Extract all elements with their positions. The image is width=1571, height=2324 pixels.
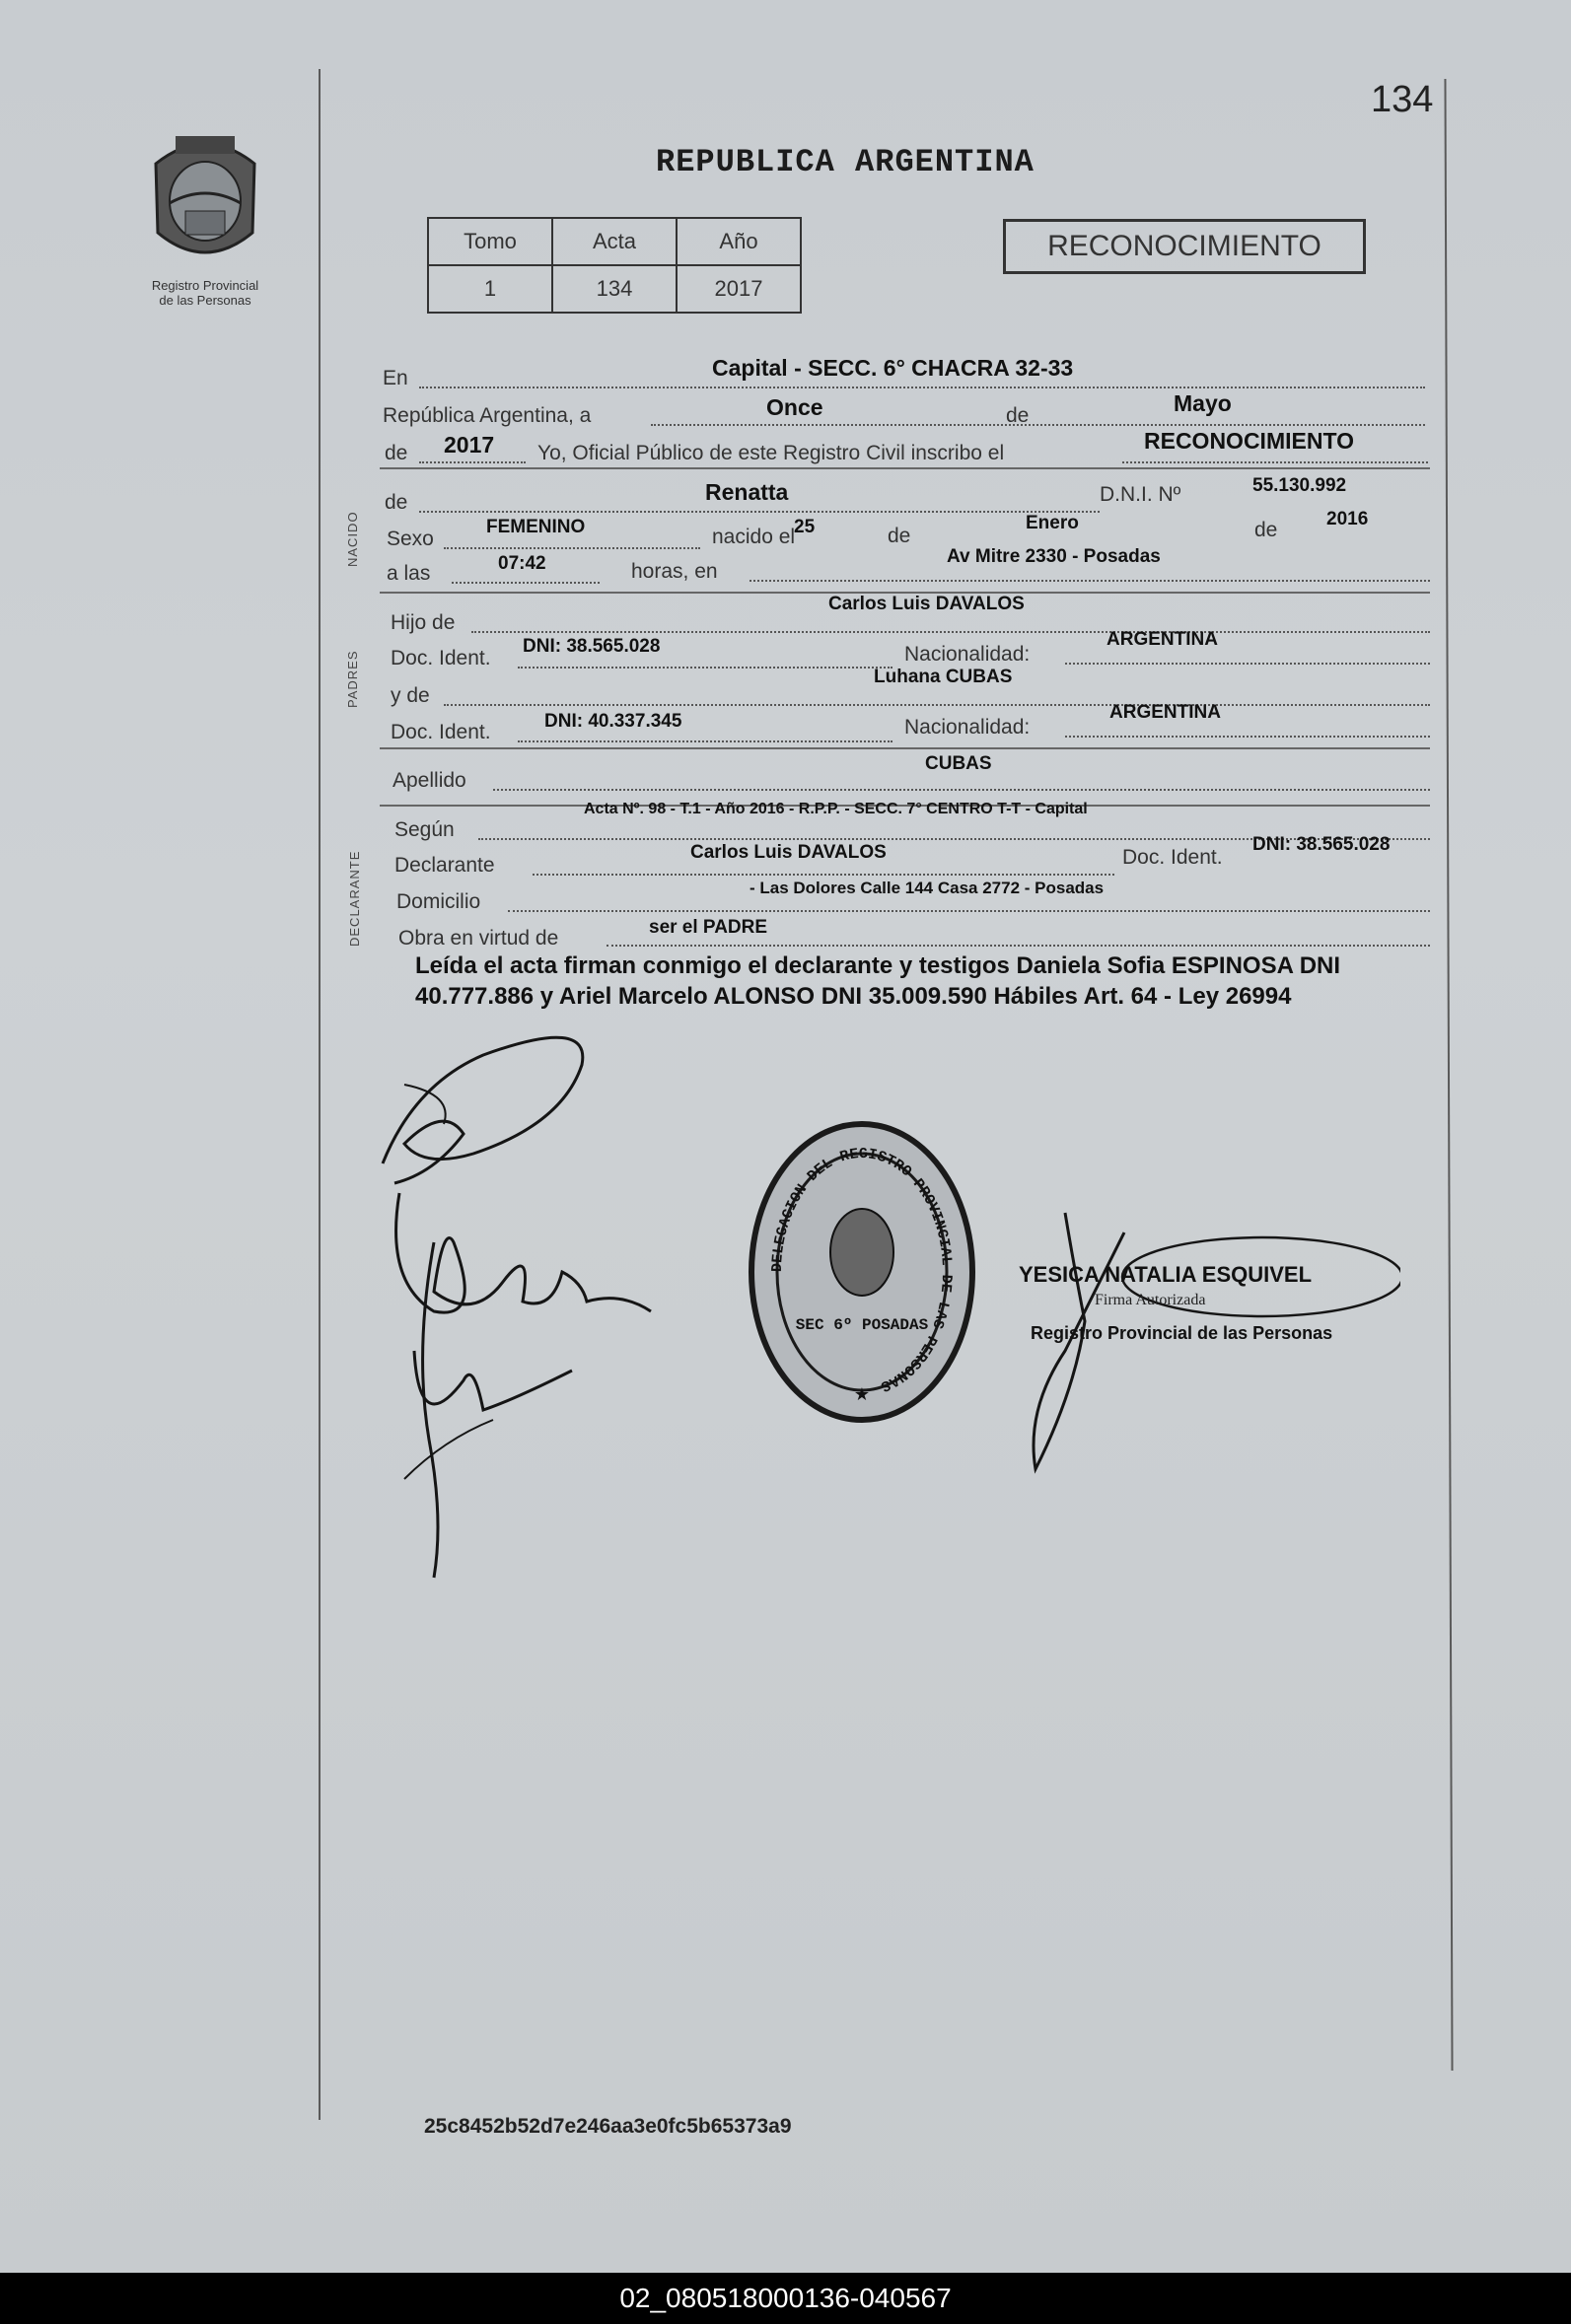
- domicilio-value: - Las Dolores Calle 144 Casa 2772 - Posadas: [750, 879, 1105, 897]
- dotted-line: [518, 667, 893, 669]
- location-value: Capital - SECC. 6° CHACRA 32-33: [712, 355, 1074, 381]
- horas-label: horas, en: [631, 560, 718, 583]
- doc-label-2: Doc. Ident.: [391, 721, 491, 743]
- declarante-doc: DNI: 38.565.028: [1252, 834, 1391, 855]
- value-tomo: 1: [428, 265, 552, 313]
- header-acta: Acta: [552, 218, 677, 265]
- registry-caption-line2: de las Personas: [159, 293, 251, 308]
- dotted-line: [419, 387, 1425, 388]
- obra-label: Obra en virtud de: [398, 927, 559, 950]
- birth-time: 07:42: [498, 553, 546, 574]
- dotted-line: [1122, 461, 1428, 463]
- sexo-label: Sexo: [387, 528, 434, 550]
- registry-seal-stamp: [742, 1114, 983, 1430]
- obra-value: ser el PADRE: [649, 917, 768, 938]
- registry-caption: [116, 278, 294, 308]
- dotted-line: [419, 511, 1100, 513]
- dotted-line: [607, 945, 1430, 947]
- closing-statement: Leída el acta firman conmigo el declarante y testigos Daniela Sofia ESPINOSA DNI 40.777.886 y Ariel Marcelo ALONSO DNI 35.009.590 Hábiles Art. 64 - Ley 26994: [415, 952, 1341, 1010]
- child-name: Renatta: [705, 479, 789, 505]
- doc-label: Doc. Ident.: [391, 647, 491, 669]
- record-table: [427, 217, 802, 314]
- witness-signatures: [375, 1025, 700, 1607]
- header-tomo: Tomo: [428, 218, 552, 265]
- dni-label: D.N.I. Nº: [1100, 483, 1181, 506]
- declarante-section-label: DECLARANTE: [347, 850, 362, 947]
- coat-of-arms-icon: [136, 124, 274, 272]
- nacido-section-label: NACIDO: [345, 511, 360, 567]
- section-divider: [380, 747, 1430, 749]
- father-doc: DNI: 38.565.028: [523, 636, 661, 657]
- segun-value: Acta Nº. 98 - T.1 - Año 2016 - R.P.P. - SECC. 7° CENTRO T-T - Capital: [584, 801, 1088, 817]
- value-anio: 2017: [677, 265, 801, 313]
- dotted-line: [444, 547, 700, 549]
- dotted-line: [1065, 736, 1430, 738]
- alas-label: a las: [387, 562, 431, 585]
- official-office: Registro Provincial de las Personas: [1031, 1323, 1333, 1343]
- de-label: de: [1006, 404, 1030, 427]
- official-name: YESICA NATALIA ESQUIVEL: [1019, 1262, 1313, 1287]
- de2-label: de: [385, 442, 408, 464]
- declarante-label: Declarante: [394, 854, 495, 877]
- dotted-line: [419, 461, 526, 463]
- dotted-line: [533, 874, 1114, 876]
- record-table-header-row: [428, 218, 801, 265]
- value-acta: 134: [552, 265, 677, 313]
- act-value: RECONOCIMIENTO: [1144, 428, 1354, 454]
- mother-doc: DNI: 40.337.345: [544, 711, 682, 732]
- dotted-line: [444, 704, 1430, 706]
- apellido-value: CUBAS: [925, 753, 992, 774]
- official-role: Firma Autorizada: [1095, 1292, 1206, 1308]
- nacionalidad-label-2: Nacionalidad:: [904, 716, 1031, 739]
- seal-text: DELEGACION DEL REGISTRO PROVINCIAL DE LAS PERSONAS: [768, 1145, 956, 1395]
- dotted-line: [1065, 663, 1430, 665]
- dotted-line: [750, 580, 1430, 582]
- month-value: Mayo: [1174, 390, 1232, 416]
- dotted-line: [651, 424, 1425, 426]
- sexo-value: FEMENINO: [486, 517, 586, 537]
- en-label: En: [383, 367, 408, 389]
- footer-id: 02_080518000136-040567: [0, 2273, 1571, 2324]
- record-table-value-row: [428, 265, 801, 313]
- seal-inner-text: SEC 6º POSADAS: [795, 1316, 929, 1334]
- header-anio: Año: [677, 218, 801, 265]
- birth-place: Av Mitre 2330 - Posadas: [947, 546, 1161, 567]
- registry-caption-line1: Registro Provincial: [151, 278, 259, 293]
- de-label: de: [385, 491, 408, 514]
- mother-nationality: ARGENTINA: [1109, 702, 1221, 723]
- declarante-name: Carlos Luis DAVALOS: [690, 842, 887, 863]
- section-divider: [380, 467, 1430, 469]
- nacionalidad-label: Nacionalidad:: [904, 643, 1031, 666]
- document-hash: 25c8452b52d7e246aa3e0fc5b65373a9: [424, 2115, 792, 2138]
- birth-month: Enero: [1026, 513, 1079, 533]
- hijo-label: Hijo de: [391, 611, 456, 634]
- mother-name: Luhana CUBAS: [874, 667, 1013, 687]
- right-margin-line: [1444, 79, 1453, 2071]
- child-dni: 55.130.992: [1252, 475, 1347, 496]
- de-label-2: de: [888, 525, 911, 547]
- dotted-line: [452, 582, 600, 584]
- padres-section-label: PADRES: [345, 650, 360, 708]
- republica-label: República Argentina, a: [383, 404, 592, 427]
- birth-year: 2016: [1326, 509, 1369, 529]
- dotted-line: [508, 910, 1430, 912]
- father-nationality: ARGENTINA: [1107, 629, 1218, 650]
- dotted-line: [493, 789, 1430, 791]
- day-value: Once: [766, 394, 823, 420]
- dotted-line: [518, 740, 893, 742]
- document-title: REPUBLICA ARGENTINA: [656, 144, 1035, 180]
- page-number: 134: [1371, 79, 1434, 120]
- official-text: Yo, Oficial Público de este Registro Civil inscribo el: [537, 442, 1005, 464]
- de-label-3: de: [1254, 519, 1278, 541]
- domicilio-label: Domicilio: [396, 890, 481, 913]
- segun-label: Según: [394, 818, 455, 841]
- year-value: 2017: [444, 432, 495, 458]
- apellido-label: Apellido: [393, 769, 466, 792]
- declarante-doc-label: Doc. Ident.: [1122, 846, 1223, 869]
- left-margin-line: [319, 69, 321, 2120]
- dotted-line: [471, 631, 1430, 633]
- nacido-label: nacido el: [712, 526, 796, 548]
- act-type-box: RECONOCIMIENTO: [1003, 219, 1366, 274]
- father-name: Carlos Luis DAVALOS: [828, 594, 1025, 614]
- yde-label: y de: [391, 684, 430, 707]
- birth-day: 25: [794, 517, 816, 537]
- star-icon: ★: [853, 1384, 871, 1404]
